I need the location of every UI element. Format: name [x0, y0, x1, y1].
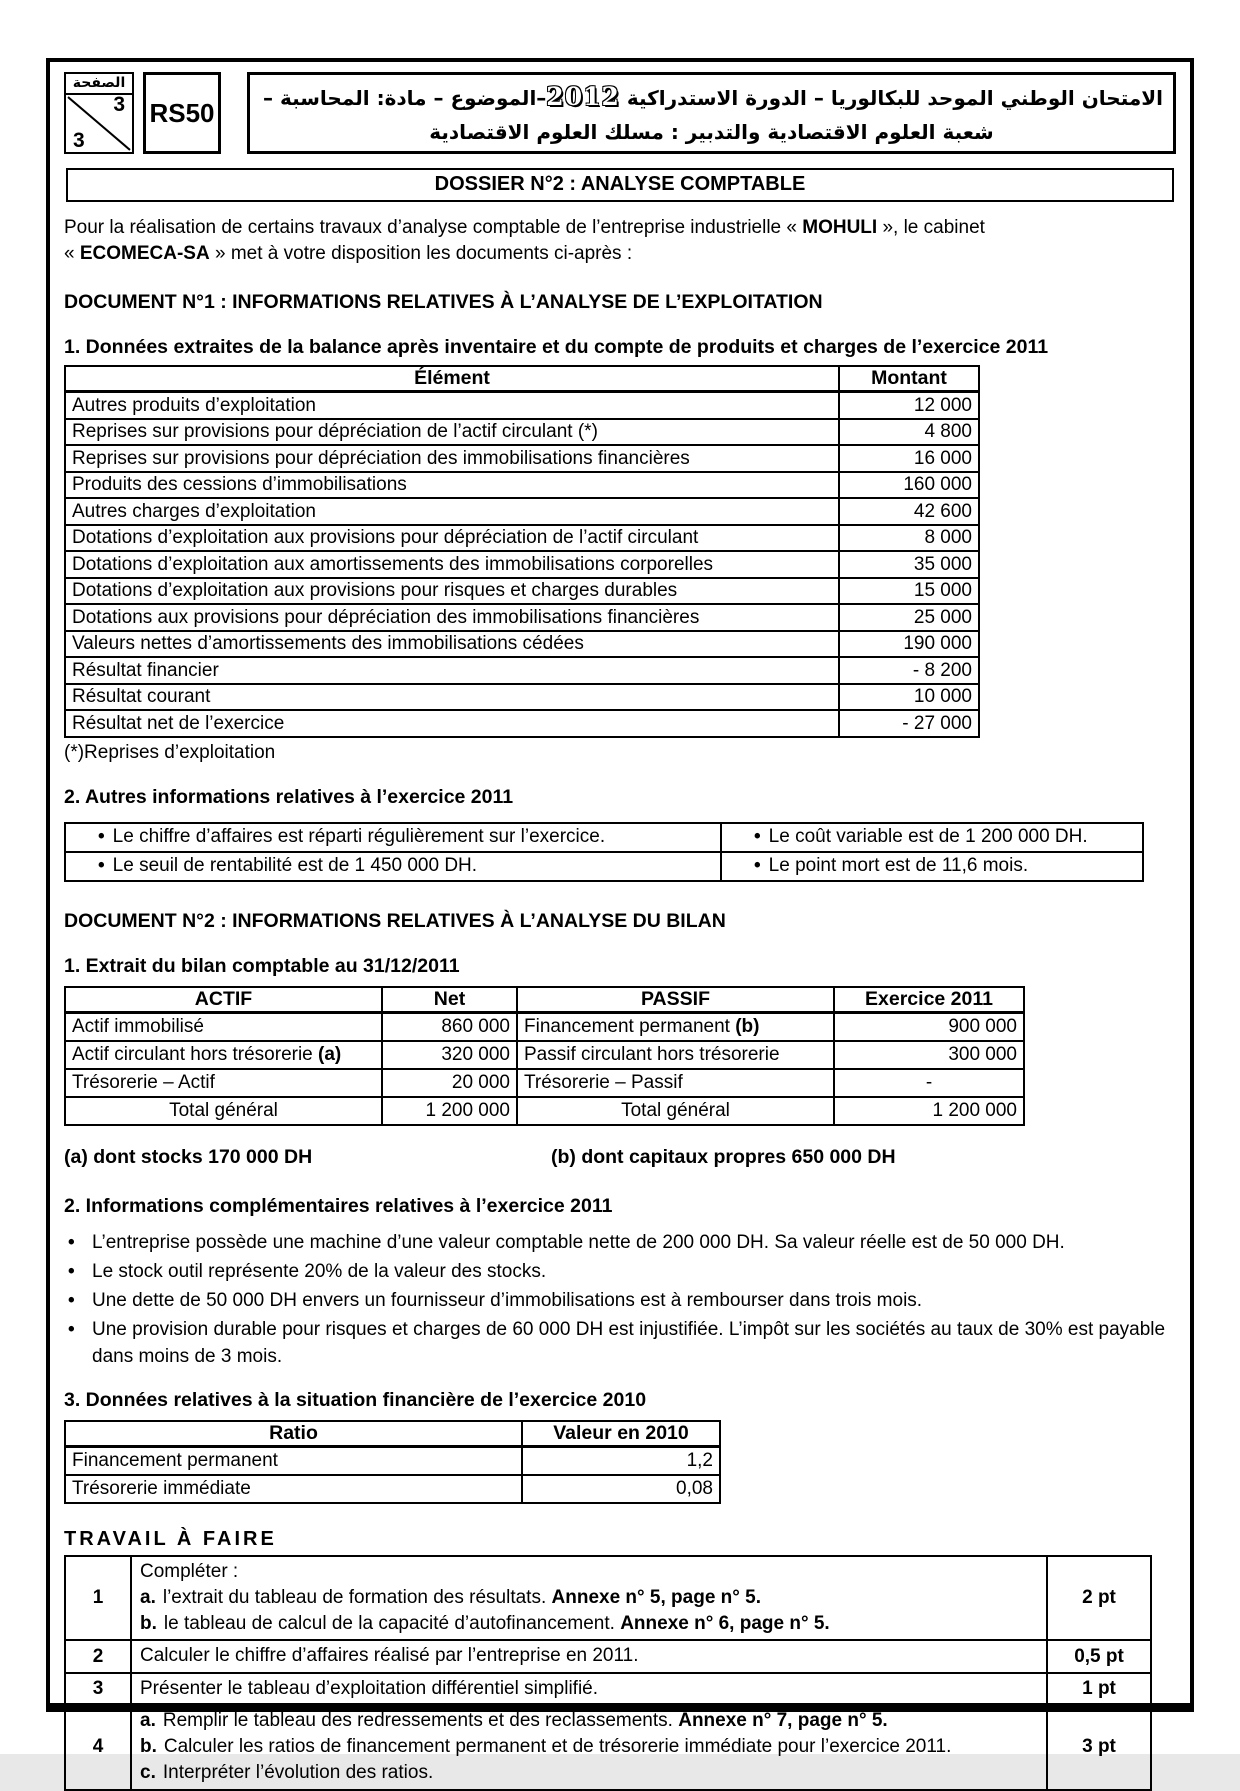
exam-year: 2012: [546, 82, 620, 111]
element-cell: Produits des cessions d’immobilisations: [65, 472, 839, 499]
list-item: [64, 1317, 1176, 1371]
sub-item-label: b.: [140, 1613, 157, 1635]
travail-a-faire-title: TRAVAIL À FAIRE: [64, 1527, 277, 1550]
task-line: [140, 1708, 1038, 1734]
list-item: [64, 1259, 1176, 1286]
cell-text: Financement permanent: [524, 1015, 736, 1037]
element-cell: Autres produits d’exploitation: [65, 392, 839, 419]
exercice-cell: -: [834, 1069, 1024, 1097]
task-text: l’extrait du tableau de formation des résultats.: [162, 1587, 552, 1608]
passif-cell: [517, 1041, 834, 1069]
annexe-reference: Annexe n° 7, page n° 5.: [678, 1709, 888, 1731]
page-frame: [46, 58, 1194, 1784]
annexe-reference: Annexe n° 5, page n° 5.: [551, 1587, 761, 1608]
task-text: Interpréter l’évolution des ratios.: [162, 1762, 434, 1784]
bullet-icon: •: [754, 826, 761, 848]
page-label-arabic: الصفحة: [66, 74, 132, 95]
page-total-number: 3: [73, 129, 85, 152]
table-row: [65, 1705, 1151, 1790]
value-cell: 0,08: [522, 1475, 720, 1503]
ratio-cell: Trésorerie immédiate: [65, 1475, 522, 1503]
cell-text: Passif circulant hors trésorerie: [524, 1043, 780, 1065]
table-row: [65, 1673, 1151, 1705]
document2-title: DOCUMENT N°2 : INFORMATIONS RELATIVES À L’ANALYSE DU BILAN: [64, 909, 726, 932]
column-header-montant: Montant: [839, 366, 979, 392]
bullet-icon: •: [68, 1231, 75, 1253]
intro-text: », le cabinet: [877, 217, 985, 238]
net-total-cell: 1 200 000: [382, 1097, 517, 1125]
points-cell: 0,5 pt: [1047, 1640, 1151, 1672]
amount-cell: 15 000: [839, 578, 979, 605]
travail-table: [64, 1555, 1152, 1791]
page-current-number: 3: [113, 93, 125, 116]
list-item: [64, 1288, 1176, 1315]
table-row: [65, 852, 1143, 881]
balance-table: [64, 365, 980, 738]
info-text: Le seuil de rentabilité est de 1 450 000 DH.: [112, 855, 478, 877]
amount-cell: 35 000: [839, 551, 979, 578]
cell-text: Total général: [621, 1099, 730, 1121]
amount-cell: 42 600: [839, 498, 979, 525]
element-cell: Dotations d’exploitation aux provisions pour risques et charges durables: [65, 578, 839, 605]
amount-cell: 25 000: [839, 604, 979, 631]
amount-cell: - 8 200: [839, 657, 979, 684]
task-line: [140, 1760, 1038, 1786]
amount-cell: - 27 000: [839, 710, 979, 737]
document2-section3-title: 3. Données relatives à la situation financière de l’exercice 2010: [64, 1388, 647, 1411]
points-cell: 2 pt: [1047, 1556, 1151, 1641]
element-cell: Résultat courant: [65, 684, 839, 711]
passif-cell: [517, 1069, 834, 1097]
task-line: [140, 1734, 1038, 1760]
net-cell: 860 000: [382, 1012, 517, 1041]
bullet-icon: •: [68, 1260, 75, 1282]
bullet-icon: •: [98, 826, 105, 848]
exam-title-ar-part2: –الموضوع – مادة: المحاسبة –: [262, 86, 547, 110]
bullet-icon: •: [68, 1289, 75, 1311]
element-cell: Résultat net de l’exercice: [65, 710, 839, 737]
amount-cell: 4 800: [839, 419, 979, 446]
net-cell: 320 000: [382, 1041, 517, 1069]
cabinet-name: ECOMECA-SA: [79, 243, 210, 265]
table-row: [65, 419, 979, 446]
table-row: [65, 1069, 1024, 1097]
actif-total-cell: [65, 1097, 382, 1125]
question-number: 4: [65, 1705, 131, 1790]
table-header-row: [65, 366, 979, 392]
element-cell: Autres charges d’exploitation: [65, 498, 839, 525]
document2-section1-title: 1. Extrait du bilan comptable au 31/12/2011: [64, 954, 460, 977]
ratio-cell: Financement permanent: [65, 1446, 522, 1475]
list-item-text: L’entreprise possède une machine d’une valeur comptable nette de 200 000 DH. Sa valeur réelle est de 50 000 DH.: [92, 1231, 1065, 1253]
element-cell: Résultat financier: [65, 657, 839, 684]
bilan-notes: [64, 1146, 1176, 1169]
dossier-title: DOSSIER N°2 : ANALYSE COMPTABLE: [66, 168, 1174, 202]
info-cell: [65, 852, 721, 881]
table-footnote: (*)Reprises d’exploitation: [64, 741, 276, 763]
table-row: [65, 1475, 720, 1503]
annexe-reference: Annexe n° 6, page n° 5.: [620, 1613, 830, 1635]
table-row: [65, 498, 979, 525]
element-cell: Dotations aux provisions pour dépréciation des immobilisations financières: [65, 604, 839, 631]
element-cell: Valeurs nettes d’amortissements des immobilisations cédées: [65, 631, 839, 658]
table-row: [65, 1446, 720, 1475]
table-row: [65, 472, 979, 499]
list-item: [64, 1230, 1176, 1257]
info-cell: [65, 823, 721, 852]
task-text: Remplir le tableau des redressements et des reclassements.: [162, 1709, 679, 1731]
sub-item-label: a.: [140, 1587, 156, 1608]
task-text: le tableau de calcul de la capacité d’autofinancement.: [163, 1613, 621, 1635]
cell-text: Actif circulant hors trésorerie: [72, 1043, 319, 1065]
actif-cell: [65, 1012, 382, 1041]
info-cell: [721, 823, 1143, 852]
ratio-table: [64, 1420, 721, 1504]
table-row: [65, 823, 1143, 852]
column-header-ratio: Ratio: [65, 1421, 522, 1447]
table-row: [65, 1012, 1024, 1041]
exam-title-line1: [260, 78, 1163, 117]
intro-line1: [64, 215, 1176, 241]
bullet-icon: •: [98, 855, 105, 877]
task-text: Calculer les ratios de financement permanent et de trésorerie immédiate pour l’exercice 2011.: [163, 1736, 952, 1758]
table-row: [65, 445, 979, 472]
page-number-box: [64, 72, 134, 154]
amount-cell: 16 000: [839, 445, 979, 472]
cell-text: Total général: [169, 1099, 278, 1121]
intro-text: «: [64, 243, 80, 265]
question-cell: [131, 1705, 1047, 1790]
question-number: 3: [65, 1673, 131, 1705]
cell-bold: (b): [735, 1015, 760, 1037]
cell-text: Trésorerie – Actif: [72, 1071, 215, 1093]
table-header-row: [65, 987, 1024, 1013]
column-header-exercice: Exercice 2011: [834, 987, 1024, 1013]
intro-line2: [64, 241, 1176, 267]
task-line: Compléter :: [140, 1560, 239, 1582]
question-cell: [131, 1673, 1047, 1705]
sub-item-label: b.: [140, 1736, 157, 1758]
actif-cell: [65, 1069, 382, 1097]
note-a: (a) dont stocks 170 000 DH: [64, 1145, 313, 1168]
amount-cell: 190 000: [839, 631, 979, 658]
question-number: 1: [65, 1556, 131, 1641]
info-cell: [721, 852, 1143, 881]
cell-text: Actif immobilisé: [72, 1015, 204, 1037]
info-text: Le coût variable est de 1 200 000 DH.: [768, 826, 1088, 848]
sub-item-label: a.: [140, 1709, 156, 1731]
bullet-icon: •: [68, 1318, 75, 1340]
table-row: [65, 525, 979, 552]
sub-item-label: c.: [140, 1762, 156, 1784]
points-cell: 3 pt: [1047, 1705, 1151, 1790]
actif-cell: [65, 1041, 382, 1069]
table-row-total: [65, 1097, 1024, 1125]
column-header-element: Élément: [65, 366, 839, 392]
amount-cell: 8 000: [839, 525, 979, 552]
task-line: Présenter le tableau d’exploitation différentiel simplifié.: [140, 1677, 599, 1699]
intro-text: » met à votre disposition les documents ci-après :: [209, 243, 633, 265]
cell-bold: (a): [318, 1043, 342, 1065]
note-b: (b) dont capitaux propres 650 000 DH: [551, 1145, 896, 1168]
column-header-actif: ACTIF: [65, 987, 382, 1013]
element-cell: Reprises sur provisions pour dépréciation des immobilisations financières: [65, 445, 839, 472]
table-row: [65, 657, 979, 684]
complementary-info-list: [64, 1230, 1176, 1371]
element-cell: Reprises sur provisions pour dépréciation de l’actif circulant (*): [65, 419, 839, 446]
other-info-table: [64, 822, 1144, 882]
column-header-net: Net: [382, 987, 517, 1013]
element-cell: Dotations d’exploitation aux provisions pour dépréciation de l’actif circulant: [65, 525, 839, 552]
page-fraction: [66, 95, 132, 152]
table-row: [65, 631, 979, 658]
document1-section2-title: 2. Autres informations relatives à l’exercice 2011: [64, 785, 514, 808]
exercice-cell: 300 000: [834, 1041, 1024, 1069]
task-line: [140, 1611, 1038, 1637]
table-row: [65, 1556, 1151, 1641]
company-name: MOHULI: [802, 217, 878, 238]
page-header: [64, 72, 1176, 154]
document1-title: DOCUMENT N°1 : INFORMATIONS RELATIVES À L’ANALYSE DE L’EXPLOITATION: [64, 291, 823, 314]
document2-section2-title: 2. Informations complémentaires relatives à l’exercice 2011: [64, 1194, 613, 1217]
passif-total-cell: [517, 1097, 834, 1125]
column-header-valeur: Valeur en 2010: [522, 1421, 720, 1447]
list-item-text: Une provision durable pour risques et charges de 60 000 DH est injustifiée. L’impôt sur les sociétés au taux de 30% est payable dans moins de 3 mois.: [92, 1318, 1166, 1367]
table-row: [65, 1640, 1151, 1672]
table-row: [65, 578, 979, 605]
question-number: 2: [65, 1640, 131, 1672]
amount-cell: 10 000: [839, 684, 979, 711]
task-line: Calculer le chiffre d’affaires réalisé par l’entreprise en 2011.: [140, 1645, 639, 1667]
cell-text: Trésorerie – Passif: [524, 1071, 683, 1093]
column-header-passif: PASSIF: [517, 987, 834, 1013]
task-line: [140, 1585, 1038, 1611]
bullet-icon: •: [754, 855, 761, 877]
list-item-text: Une dette de 50 000 DH envers un fournisseur d’immobilisations est à rembourser dans trois mois.: [92, 1289, 923, 1311]
document1-section1-title: 1. Données extraites de la balance après inventaire et du compte de produits et charges de l’exercice 2011: [64, 336, 1049, 359]
table-row: [65, 710, 979, 737]
exercice-total-cell: 1 200 000: [834, 1097, 1024, 1125]
table-header-row: [65, 1421, 720, 1447]
table-row: [65, 551, 979, 578]
value-cell: 1,2: [522, 1446, 720, 1475]
bilan-table: [64, 986, 1025, 1126]
question-cell: [131, 1640, 1047, 1672]
info-text: Le chiffre d’affaires est réparti régulièrement sur l’exercice.: [112, 826, 606, 848]
amount-cell: 160 000: [839, 472, 979, 499]
passif-cell: [517, 1012, 834, 1041]
table-row: [65, 1041, 1024, 1069]
table-row: [65, 684, 979, 711]
exam-title-line2: شعبة العلوم الاقتصادية والتدبير : مسلك العلوم الاقتصادية: [429, 119, 994, 144]
info-text: Le point mort est de 11,6 mois.: [768, 855, 1029, 877]
table-row: [65, 392, 979, 419]
element-cell: Dotations d’exploitation aux amortissements des immobilisations corporelles: [65, 551, 839, 578]
exam-title-box: [247, 72, 1176, 154]
amount-cell: 12 000: [839, 392, 979, 419]
exam-code-box: RS50: [143, 72, 221, 154]
list-item-text: Le stock outil représente 20% de la valeur des stocks.: [92, 1260, 547, 1282]
table-row: [65, 604, 979, 631]
points-cell: 1 pt: [1047, 1673, 1151, 1705]
question-cell: [131, 1556, 1047, 1641]
exam-title-ar-part1: الامتحان الوطني الموحد للبكالوريا – الدورة الاستدراكية: [619, 86, 1163, 110]
intro-text: Pour la réalisation de certains travaux d’analyse comptable de l’entreprise industrielle «: [64, 217, 803, 238]
intro-paragraph: [64, 215, 1176, 267]
net-cell: 20 000: [382, 1069, 517, 1097]
exercice-cell: 900 000: [834, 1012, 1024, 1041]
